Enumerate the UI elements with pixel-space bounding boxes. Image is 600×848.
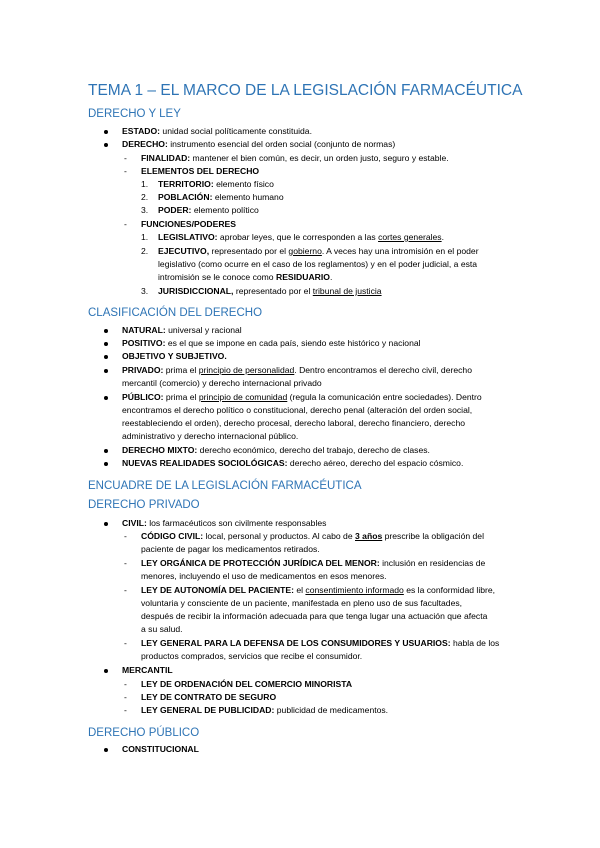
item-codigo-civil: CÓDIGO CIVIL: local, personal y productos. Al cabo de 3 años prescribe la obligación del bbox=[141, 531, 484, 541]
dash: - bbox=[124, 166, 127, 176]
dash: - bbox=[124, 153, 127, 163]
item-ley-ordenacion: LEY DE ORDENACIÓN DEL COMERCIO MINORISTA bbox=[141, 679, 353, 689]
dash: - bbox=[124, 705, 127, 715]
item-jurisdiccional: JURISDICCIONAL, representado por el tribunal de justicia bbox=[158, 286, 382, 296]
dash: - bbox=[124, 531, 127, 541]
page-title: TEMA 1 – EL MARCO DE LA LEGISLACIÓN FARMACÉUTICA bbox=[88, 82, 523, 99]
bullet bbox=[104, 355, 108, 359]
bullet bbox=[104, 449, 108, 453]
heading-derecho-y-ley: DERECHO Y LEY bbox=[88, 108, 181, 120]
heading-derecho-privado: DERECHO PRIVADO bbox=[88, 499, 200, 511]
number: 1. bbox=[141, 232, 149, 242]
heading-derecho-publico: DERECHO PÚBLICO bbox=[88, 727, 200, 739]
dash: - bbox=[124, 692, 127, 702]
bullet bbox=[104, 130, 108, 134]
item-publico-line4: administrativo y derecho internacional público. bbox=[122, 431, 299, 441]
item-positivo: POSITIVO: es el que se impone en cada país, siendo este histórico y nacional bbox=[122, 338, 421, 348]
heading-clasificacion: CLASIFICACIÓN DEL DERECHO bbox=[88, 307, 263, 319]
item-poblacion: POBLACIÓN: elemento humano bbox=[158, 192, 284, 202]
item-natural: NATURAL: universal y racional bbox=[122, 325, 242, 335]
number: 3. bbox=[141, 286, 149, 296]
dash: - bbox=[124, 558, 127, 568]
item-derecho: DERECHO: instrumento esencial del orden social (conjunto de normas) bbox=[122, 139, 396, 149]
item-funciones: FUNCIONES/PODERES bbox=[141, 219, 237, 229]
item-privado: PRIVADO: prima el principio de personalidad. Dentro encontramos el derecho civil, derecho bbox=[122, 365, 472, 375]
item-publico-line2: encontramos el derecho político o constitucional, derecho penal (alteración del orden social, bbox=[122, 405, 473, 415]
item-ley-menor: LEY ORGÁNICA DE PROTECCIÓN JURÍDICA DEL MENOR: inclusión en residencias de bbox=[141, 558, 486, 568]
item-ley-autonomia: LEY DE AUTONOMÍA DEL PACIENTE: el consentimiento informado es la conformidad libre, bbox=[141, 585, 496, 595]
item-ley-autonomia-line3: después de recibir la información adecuada para que tenga lugar una actuación que afecta bbox=[141, 611, 488, 621]
item-ley-autonomia-line4: a su salud. bbox=[141, 624, 183, 634]
number: 3. bbox=[141, 205, 149, 215]
bullet bbox=[104, 396, 108, 400]
number: 2. bbox=[141, 192, 149, 202]
bullet bbox=[104, 329, 108, 333]
dash: - bbox=[124, 585, 127, 595]
item-civil: CIVIL: los farmacéuticos son civilmente responsables bbox=[122, 518, 327, 528]
item-privado-line2: mercantil (comercio) y derecho internacional privado bbox=[122, 378, 322, 388]
item-estado: ESTADO: unidad social políticamente constituida. bbox=[122, 126, 312, 136]
item-ley-seguro: LEY DE CONTRATO DE SEGURO bbox=[141, 692, 277, 702]
bullet bbox=[104, 669, 108, 673]
bullet bbox=[104, 342, 108, 346]
heading-encuadre: ENCUADRE DE LA LEGISLACIÓN FARMACÉUTICA bbox=[88, 480, 362, 492]
number: 1. bbox=[141, 179, 149, 189]
bullet bbox=[104, 369, 108, 373]
item-nuevas: NUEVAS REALIDADES SOCIOLÓGICAS: derecho aéreo, derecho del espacio cósmico. bbox=[122, 458, 464, 468]
bullet bbox=[104, 143, 108, 147]
item-ley-autonomia-line2: voluntaria y consciente de un paciente, manifestada en pleno uso de sus facultades, bbox=[141, 598, 463, 608]
item-finalidad: FINALIDAD: mantener el bien común, es decir, un orden justo, seguro y estable. bbox=[141, 153, 449, 163]
item-mercantil: MERCANTIL bbox=[122, 665, 173, 675]
bullet bbox=[104, 462, 108, 466]
item-codigo-civil-line2: paciente de pagar los medicamentos retirados. bbox=[141, 544, 320, 554]
item-ley-publicidad: LEY GENERAL DE PUBLICIDAD: publicidad de medicamentos. bbox=[141, 705, 389, 715]
item-ejecutivo-line3: intromisión se le conoce como RESIDUARIO. bbox=[158, 272, 333, 282]
bullet bbox=[104, 748, 108, 752]
dash: - bbox=[124, 638, 127, 648]
item-elementos: ELEMENTOS DEL DERECHO bbox=[141, 166, 260, 176]
item-territorio: TERRITORIO: elemento físico bbox=[158, 179, 274, 189]
item-ejecutivo: EJECUTIVO, representado por el gobierno. A veces hay una intromisión en el poder bbox=[158, 246, 479, 256]
dash: - bbox=[124, 679, 127, 689]
item-ley-menor-line2: menores, incluyendo el uso de medicamentos en esos menores. bbox=[141, 571, 387, 581]
item-publico: PÚBLICO: prima el principio de comunidad (regula la comunicación entre sociedades). Dentro bbox=[122, 392, 482, 402]
dash: - bbox=[124, 219, 127, 229]
item-constitucional: CONSTITUCIONAL bbox=[122, 744, 199, 754]
item-ley-consumidores: LEY GENERAL PARA LA DEFENSA DE LOS CONSUMIDORES Y USUARIOS: habla de los bbox=[141, 638, 500, 648]
item-legislativo: LEGISLATIVO: aprobar leyes, que le corresponden a las cortes generales. bbox=[158, 232, 444, 242]
item-ley-consumidores-line2: productos comprados, servicios que recibe el consumidor. bbox=[141, 651, 363, 661]
item-mixto: DERECHO MIXTO: derecho económico, derecho del trabajo, derecho de clases. bbox=[122, 445, 430, 455]
item-ejecutivo-line2: legislativo (como ocurre en el caso de los reglamentos) y en el poder judicial, a esta bbox=[158, 259, 478, 269]
bullet bbox=[104, 522, 108, 526]
item-objetivo: OBJETIVO Y SUBJETIVO. bbox=[122, 351, 227, 361]
number: 2. bbox=[141, 246, 149, 256]
item-poder: PODER: elemento político bbox=[158, 205, 259, 215]
item-publico-line3: reestableciendo el orden), derecho procesal, derecho laboral, derecho financiero, derecho bbox=[122, 418, 466, 428]
